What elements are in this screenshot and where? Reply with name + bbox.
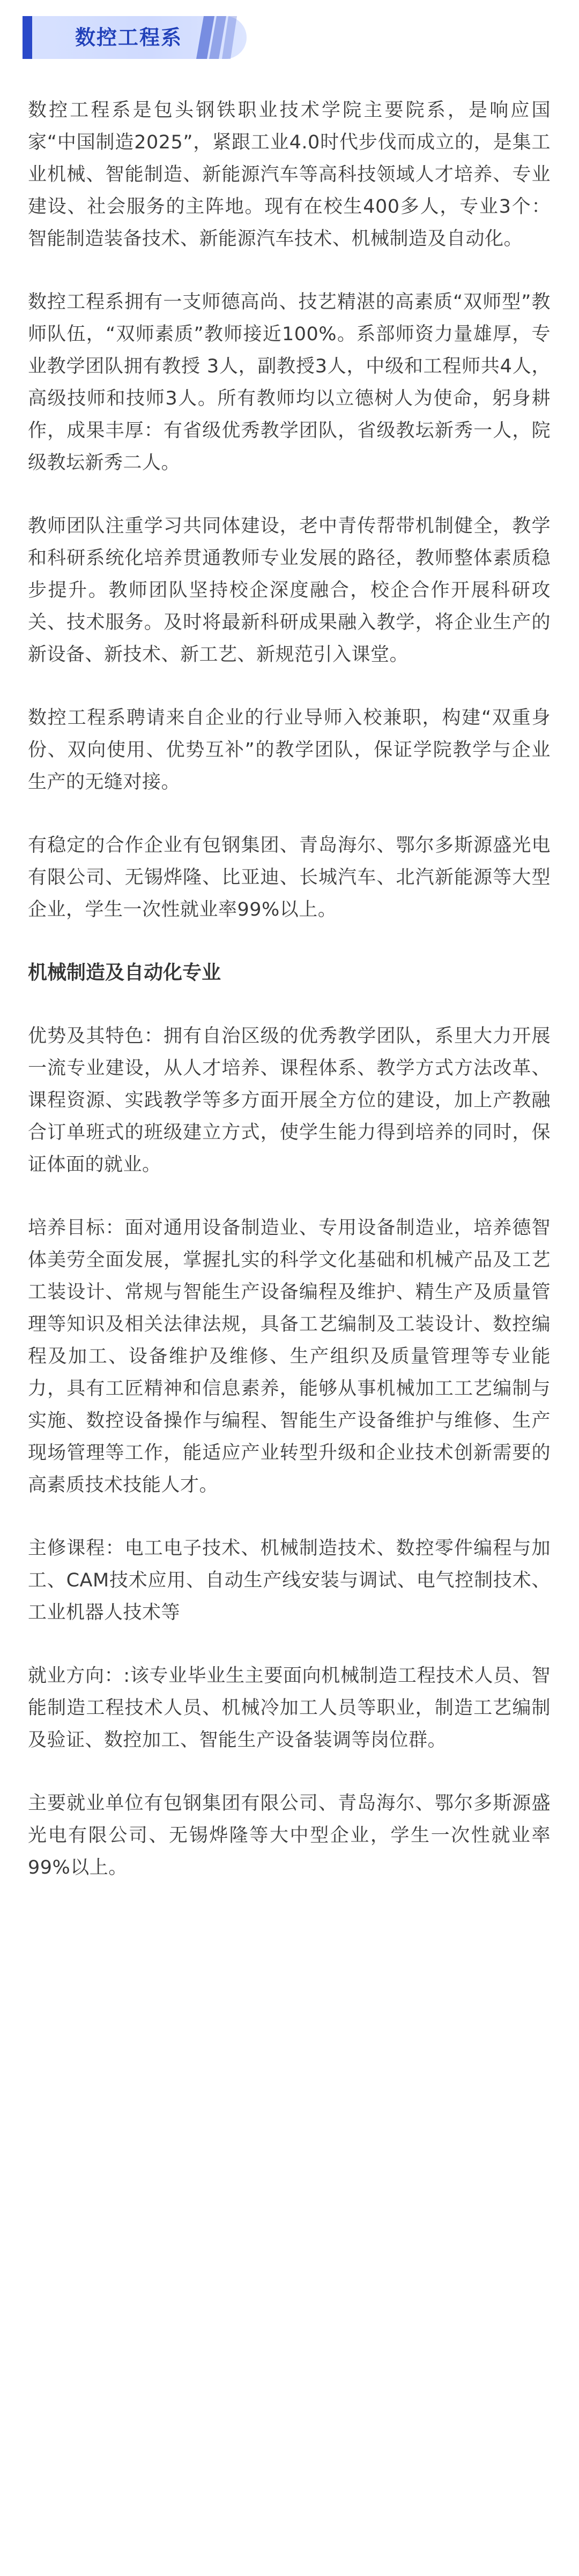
paragraph-faculty: 数控工程系拥有一支师德高尚、技艺精湛的高素质“双师型”教师队伍，“双师素质”教师接近100%。系部师资力量雄厚，专业教学团队拥有教授 3人，副教授3人，中级和工程师共4人，高级技师和技师3人。所有教师均以立德树人为使命，躬身耕作，成果丰厚：有省级优秀教学团队，省级教坛新秀一人，院级教坛新秀二人。	[28, 291, 551, 474]
paragraph-main-courses: 主修课程：电工电子技术、机械制造技术、数控零件编程与加工、CAM技术应用、自动生产线安装与调试、电气控制技术、工业机器人技术等	[28, 1538, 551, 1623]
paragraph-team-building: 教师团队注重学习共同体建设，老中青传帮带机制健全，教学和科研系统化培养贯通教师专业发展的路径，教师整体素质稳步提升。教师团队坚持校企深度融合，校企合作开展科研攻关、技术服务。及时将最新科研成果融入教学，将企业生产的新设备、新技术、新工艺、新规范引入课堂。	[28, 515, 551, 665]
diagonal-stripes-decoration-icon	[184, 13, 243, 62]
paragraph-training-goals: 培养目标：面对通用设备制造业、专用设备制造业，培养德智体美劳全面发展，掌握扎实的科学文化基础和机械产品及工艺工装设计、常规与智能生产设备编程及维护、精生产及质量管理等知识及相关法律法规，具备工艺编制及工装设计、数控编程及加工、设备维护及维修、生产组织及质量管理等专业能力，具有工匠精神和信息素养，能够从事机械加工工艺编制与实施、数控设备操作与编程、智能生产设备维护与维修、生产现场管理等工作，能适应产业转型升级和企业技术创新需要的高素质技术技能人才。	[28, 1217, 551, 1496]
section-header	[23, 13, 248, 62]
paragraph-career-direction: 就业方向：:该专业毕业生主要面向机械制造工程技术人员、智能制造工程技术人员、机械冷加工人员等职业，制造工艺编制及验证、数控加工、智能生产设备装调等岗位群。	[28, 1665, 551, 1751]
major-section-title: 机械制造及自动化专业	[28, 962, 221, 984]
paragraph-advantages: 优势及其特色：拥有自治区级的优秀教学团队，系里大力开展一流专业建设，从人才培养、课程体系、教学方式方法改革、课程资源、实践教学等多方面开展全方位的建设，加上产教融合订单班式的班级建立方式，使学生能力得到培养的同时，保证体面的就业。	[28, 1025, 551, 1175]
header-accent-bar	[23, 16, 32, 59]
page-title: 数控工程系	[75, 26, 183, 49]
paragraph-partner-companies: 有稳定的合作企业有包钢集团、青岛海尔、鄂尔多斯源盛光电有限公司、无锡烨隆、比亚迪、长城汽车、北汽新能源等大型企业，学生一次性就业率99%以上。	[28, 835, 551, 920]
paragraph-employers: 主要就业单位有包钢集团有限公司、青岛海尔、鄂尔多斯源盛光电有限公司、无锡烨隆等大中型企业，学生一次性就业率99%以上。	[28, 1793, 551, 1878]
article-body	[28, 94, 551, 1915]
paragraph-department-intro: 数控工程系是包头钢铁职业技术学院主要院系，是响应国家“中国制造2025”，紧跟工业4.0时代步伐而成立的，是集工业机械、智能制造、新能源汽车等高科技领域人才培养、专业建设、社会服务的主阵地。现有在校生400多人，专业3个：智能制造装备技术、新能源汽车技术、机械制造及自动化。	[28, 100, 551, 250]
paragraph-industry-mentors: 数控工程系聘请来自企业的行业导师入校兼职，构建“双重身份、双向使用、优势互补”的教学团队，保证学院教学与企业生产的无缝对接。	[28, 707, 551, 793]
